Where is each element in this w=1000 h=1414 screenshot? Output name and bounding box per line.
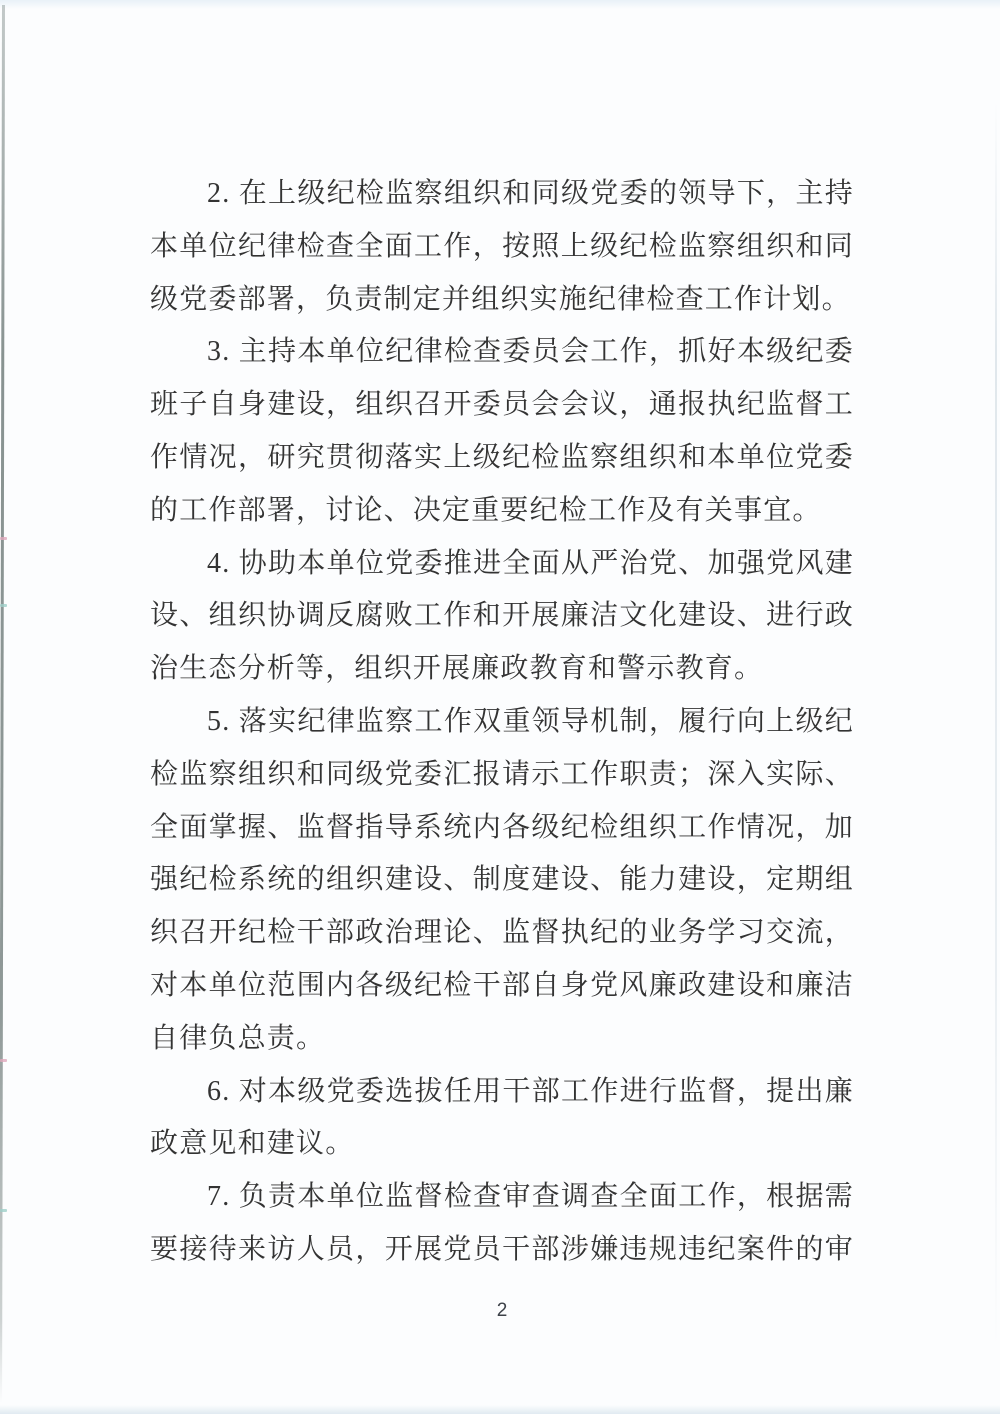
text-line: 本单位纪律检查全面工作，按照上级纪检监察组织和同 (150, 230, 854, 262)
document-body (150, 168, 854, 1277)
text-line: 作情况，研究贯彻落实上级纪检监察组织和本单位党委 (150, 441, 854, 473)
paragraph (150, 538, 854, 696)
text-line: 级党委部署，负责制定并组织实施纪律检查工作计划。 (150, 283, 851, 315)
page-number: 2 (496, 1300, 508, 1321)
paragraph (150, 1171, 854, 1277)
text-line: 自律负总责。 (150, 1022, 326, 1054)
text-line: 政意见和建议。 (150, 1128, 355, 1160)
text-line: 要接待来访人员，开展党员干部涉嫌违规违纪案件的审 (150, 1233, 854, 1265)
text-line: 对本单位范围内各级纪检干部自身党风廉政建设和廉洁 (150, 969, 854, 1001)
scan-artifact-tick (0, 1059, 7, 1062)
paragraph (150, 326, 854, 537)
paragraph (150, 1066, 854, 1172)
text-line: 4. 协助本单位党委推进全面从严治党、加强党风建 (207, 547, 854, 579)
text-line: 设、组织协调反腐败工作和开展廉洁文化建设、进行政 (150, 600, 854, 632)
text-line: 强纪检系统的组织建设、制度建设、能力建设，定期组 (150, 864, 854, 896)
scan-artifact-tick (0, 537, 7, 540)
text-line: 检监察组织和同级党委汇报请示工作职责；深入实际、 (150, 758, 854, 790)
text-line: 5. 落实纪律监察工作双重领导机制，履行向上级纪 (207, 705, 854, 737)
scan-artifact-tick (0, 1209, 7, 1212)
text-line: 2. 在上级纪检监察组织和同级党委的领导下，主持 (207, 178, 854, 209)
scan-left-edge-line (0, 5, 4, 1403)
text-line: 6. 对本级党委选拔任用干部工作进行监督，提出廉 (207, 1075, 854, 1107)
text-line: 全面掌握、监督指导系统内各级纪检组织工作情况，加 (150, 811, 854, 843)
text-line: 7. 负责本单位监督检查审查调查全面工作，根据需 (207, 1181, 854, 1213)
scan-bottom-edge (0, 1405, 1000, 1414)
scan-artifact-tick (0, 604, 7, 607)
paragraph (150, 168, 854, 326)
text-line: 织召开纪检干部政治理论、监督执纪的业务学习交流， (150, 917, 854, 949)
paragraph (150, 696, 854, 1066)
text-line: 班子自身建设，组织召开委员会会议，通报执纪监督工 (150, 389, 854, 421)
text-line: 治生态分析等，组织开展廉政教育和警示教育。 (150, 653, 764, 685)
text-line: 的工作部署，讨论、决定重要纪检工作及有关事宜。 (150, 494, 822, 526)
text-line: 3. 主持本单位纪律检查委员会工作，抓好本级纪委 (207, 336, 854, 368)
scan-right-edge-line (995, 100, 997, 1350)
scan-top-edge (0, 0, 1000, 9)
